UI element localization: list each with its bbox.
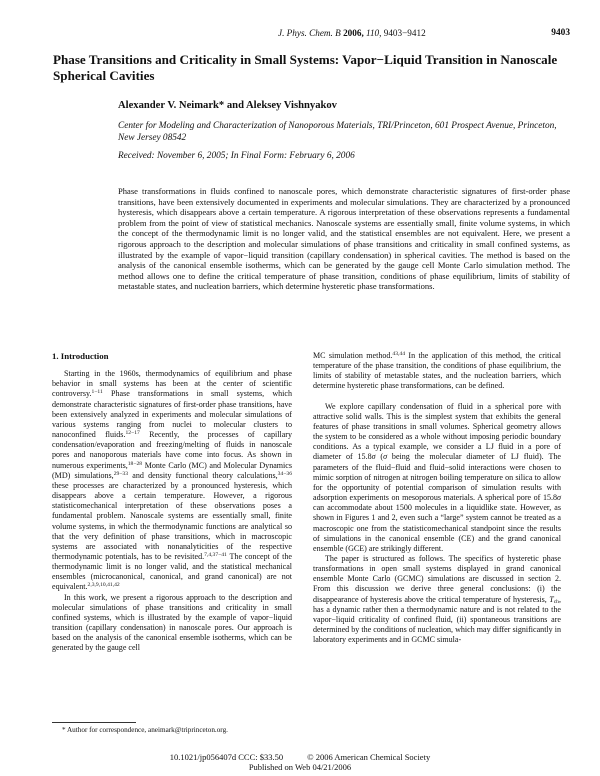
sigma-symbol: σ bbox=[371, 452, 376, 462]
text-span: Monte Carlo (MC) and Molecular Dynamics (MD) simulations, bbox=[52, 460, 292, 480]
text-span: can accommodate about 1500 molecules in a liquidlike state. However, as shown in Figures 1 and 2, even such a “large” system cannot be treated as a macroscopic one from the statisticomechanical standpoint since the results of simulations in the canonical ensemble (CE) and the grand canonical ensemble (GCE) are strikingly different. bbox=[313, 503, 561, 553]
text-span: being the molecular diameter of LJ fluid). The parameters of the fluid−fluid and fluid−solid interactions were chosen to mimic sorption of nitrogen at nitrogen boiling temperature on silica to allow for the opportunity of potential comparison of simulation results with adsorption experiments on mesoporous materials. A spherical pore of 15.8 bbox=[313, 452, 561, 503]
sigma-symbol: σ bbox=[557, 493, 561, 503]
doi-price: 10.1021/jp056407d CCC: $33.50 bbox=[169, 752, 284, 762]
text-span: We explore capillary condensation of fluid in a spherical pore with attractive solid walls. This is the simplest system that exhibits the general features of phase transitions in small volumes. Spherical geometry allows the system to be considered as a whole without imposing periodic boundary conditions. As a typical example, we consider a LJ fluid in a pore of diameter of 15.8 bbox=[313, 401, 561, 462]
sigma-symbol: σ bbox=[383, 452, 388, 462]
citation-ref: 12−17 bbox=[125, 430, 140, 437]
text-span: The paper is structured as follows. The specifics of hysteretic phase transformations in open small systems displayed in grand canonical ensemble Monte Carlo (GCMC) simulations are discussed in section 2. From this discussion we derive three general conclusions: (i) the disappearance of hysteresis above the critical temperature of hysteresis, bbox=[313, 553, 561, 604]
citation-ref: 43,44 bbox=[392, 351, 406, 357]
intro-paragraph-1 bbox=[52, 369, 292, 592]
journal-year: 2006, bbox=[343, 28, 364, 38]
right-column bbox=[313, 351, 561, 645]
intro-paragraph-3 bbox=[313, 402, 561, 554]
text-span: Starting in the 1960s, thermodynamics of equilibrium and phase behavior in small systems has been at the center of scientific controversy. bbox=[52, 369, 292, 399]
affiliation: Center for Modeling and Characterization of Nanoporous Materials, TRI/Princeton, 601 Prospect Avenue, Princeton, New Jersey 08542 bbox=[118, 121, 557, 143]
intro-paragraph-2: In this work, we present a rigorous approach to the description and molecular simulations of phase transitions and criticality in small confined systems, which is illustrated by the example of vapor−liquid transition (capillary condensation) in nanoscale pores. Our approach is based on the analysis of the canonical ensemble isotherms, which can be generated by the gauge cell bbox=[52, 592, 292, 653]
citation-ref: 2,3,9,10,41,42 bbox=[87, 582, 120, 589]
text-span: Recently, the processes of capillary condensation/evaporation and freezing/melting of fluids in nanoscale pores and nanoporous materials have come into focus. As shown in numerous experiments, bbox=[52, 430, 292, 470]
journal-volume: 110, bbox=[366, 28, 382, 38]
page-footer bbox=[0, 752, 600, 772]
abstract: Phase transformations in fluids confined to nanoscale pores, which demonstrate characteristic signatures of first-order phase transitions, have been extensively documented in experiments and molecular simulations. They are characterized by a pronounced hysteresis, which disappears above a certain temperature. A rigorous interpretation of these observations represents a fundamental problem from the point of view of statistical mechanics. Nanoscale systems are essentially small, finite volume systems, in which the concept of the thermodynamic limit is no longer valid, and the statistical ensembles are not equivalent. Here, we present a rigorous approach to the description and molecular simulations of phase transitions and criticality in small confined systems, as illustrated by the example of vapor−liquid transition (capillary condensation) in spherical cavities. The method is based on the analysis of the canonical ensemble isotherms, which can be generated by the gauge cell Monte Carlo simulation method. The method allows one to define the critical temperature of phase transition, conditions of phase equilibrium, limits of stability of metastable states, and nucleation barriers, which determine hysteretic phase transformations. bbox=[118, 186, 570, 292]
temperature-symbol: T bbox=[549, 594, 554, 604]
text-span: , has a dynamic rather then a thermodynamic nature and is not related to the vapor−liquid criticality of confined fluid, (ii) spontaneous transitions are determined by the conditions of nucleation, which may differ significantly in laboratory experiments and in GCMC simula- bbox=[313, 594, 561, 645]
journal-name: J. Phys. Chem. B bbox=[278, 28, 341, 38]
text-span: Phase transformations in small systems, which demonstrate characteristic signatures of first-order phase transitions, have been extensively analyzed in experiments and molecular simulations of various systems ranging from nuclei to molecular clusters to nanoconfined fluids. bbox=[52, 389, 292, 440]
text-span: In the application of this method, the critical temperature of the phase transition, the conditions of phase equilibrium, the limits of stability of metastable states, and the nucleation barriers, which determine hysteretic phase transformations, can be defined. bbox=[313, 351, 562, 391]
intro-paragraph-2-continued bbox=[313, 351, 561, 392]
journal-pages: 9403−9412 bbox=[383, 28, 426, 38]
subscript: ch bbox=[553, 598, 559, 605]
citation-ref: 7,4,37−41 bbox=[204, 551, 227, 558]
citation-ref: 1−11 bbox=[91, 389, 103, 396]
footnote-rule bbox=[52, 722, 136, 723]
journal-citation bbox=[278, 28, 426, 38]
copyright: © 2006 American Chemical Society bbox=[307, 752, 431, 762]
citation-ref: 18−28 bbox=[127, 460, 143, 467]
left-column bbox=[52, 351, 292, 654]
section-heading: 1. Introduction bbox=[52, 351, 109, 361]
received-dates: Received: November 6, 2005; In Final Form: February 6, 2006 bbox=[118, 151, 355, 161]
citation-ref: 34−36 bbox=[277, 470, 293, 477]
authors: Alexander V. Neimark* and Aleksey Vishnyakov bbox=[118, 100, 337, 111]
text-span: and density functional theory calculations, bbox=[128, 470, 278, 480]
published-date: Published on Web 04/21/2006 bbox=[248, 762, 352, 772]
text-span: ( bbox=[375, 452, 384, 462]
intro-paragraph-4 bbox=[313, 554, 561, 645]
footnote: * Author for correspondence, aneimark@triprinceton.org. bbox=[62, 726, 228, 734]
text-span: these processes are characterized by a pronounced hysteresis, which disappears above a certain temperature. However, a rigorous statisticomechanical interpretation of these observations poses a fundamental problem. Nanoscale systems are essentially small, finite volume systems, in which the thermodynamic functions are analytical so that the very definition of phase transitions, which in macroscopic systems are associated with nonanalyticities of the respective thermodynamic potentials, has to be revisited. bbox=[52, 480, 292, 561]
text-span: The concept of the thermodynamic limit is no longer valid, and the statistical mechanical ensembles (microcanonical, canonical, and grand canonical) are not equivalent. bbox=[52, 551, 292, 592]
article-title: Phase Transitions and Criticality in Small Systems: Vapor−Liquid Transition in Nanoscale Spherical Cavities bbox=[53, 52, 558, 83]
running-head bbox=[0, 28, 600, 40]
citation-ref: 29−33 bbox=[113, 470, 129, 477]
page-number: 9403 bbox=[551, 28, 570, 38]
text-span: MC simulation method. bbox=[313, 351, 393, 360]
